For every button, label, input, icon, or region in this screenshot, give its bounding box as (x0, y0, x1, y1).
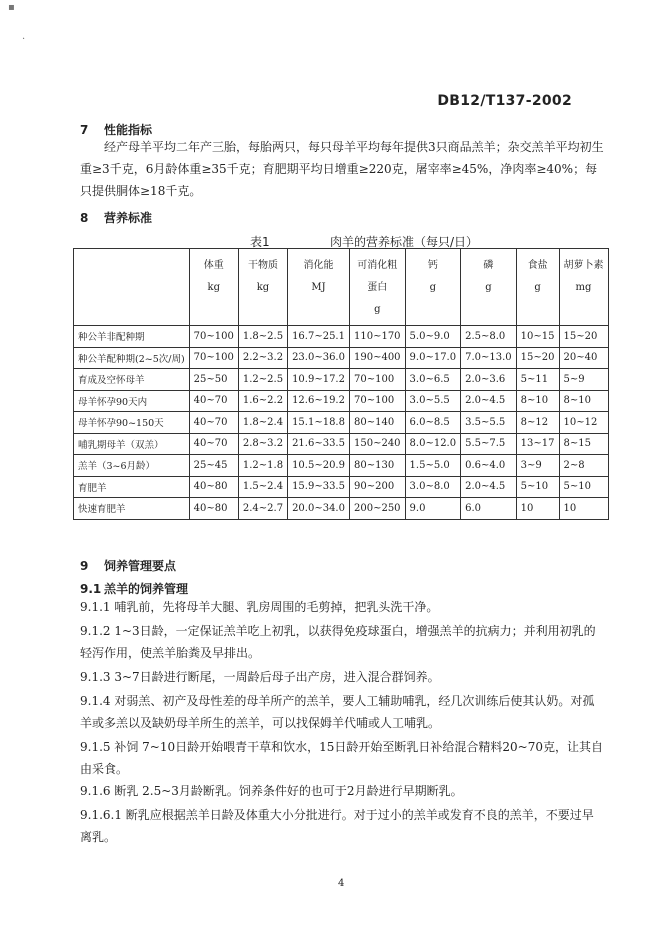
table-cell: 6.0 (461, 498, 517, 520)
table-cell: 3~9 (516, 455, 559, 477)
header-category (74, 249, 190, 326)
row-label: 母羊怀孕90天内 (74, 390, 190, 412)
table-cell: 150~240 (349, 433, 405, 455)
table-cell: 110~170 (349, 326, 405, 348)
table-cell: 2.8~3.2 (238, 433, 287, 455)
table-cell: 6.0~8.5 (405, 412, 461, 434)
header-cell: 体重 kg (189, 249, 238, 326)
header-cell: 食盐 g (516, 249, 559, 326)
table-cell: 15.9~33.5 (288, 476, 350, 498)
table-row (74, 433, 609, 455)
table-cell: 70~100 (189, 326, 238, 348)
clause-9-1-3: 9.1.3 3~7日龄进行断尾，一周龄后母子出产房，进入混合群饲养。 (80, 670, 440, 684)
header-cell: 消化能 MJ (288, 249, 350, 326)
table-cell: 190~400 (349, 347, 405, 369)
table-cell: 3.0~6.5 (405, 369, 461, 391)
scan-speck: · (22, 34, 26, 45)
table-cell: 3.0~5.5 (405, 390, 461, 412)
table-cell: 2.4~2.7 (238, 498, 287, 520)
clause-9-1-6-1: 9.1.6.1 断乳应根据羔羊日龄及体重大小分批进行。对于过小的羔羊或发育不良的羔羊，不要过早离乳。 (80, 808, 594, 844)
table-cell: 10.5~20.9 (288, 455, 350, 477)
table-row (74, 476, 609, 498)
row-label: 育成及空怀母羊 (74, 369, 190, 391)
section-7-body: 经产母羊平均二年产三胎，每胎两只，每只母羊平均每年提供3只商品羔羊；杂交羔羊平均初生重≥3千克，6月龄体重≥35千克；育肥期平均日增重≥220克，屠宰率≥45%，净肉率≥40%；每只提供胴体≥18千克。 (80, 140, 604, 198)
section-8-heading (80, 209, 152, 226)
table-title: 肉羊的营养标准（每只/日） (330, 235, 479, 249)
table-cell: 5~10 (559, 476, 608, 498)
table-cell: 10.9~17.2 (288, 369, 350, 391)
table-cell: 2~8 (559, 455, 608, 477)
table-cell: 5~11 (516, 369, 559, 391)
section-number: 9.1 (80, 582, 102, 596)
table-cell: 40~80 (189, 498, 238, 520)
header-cell: 胡萝卜素 mg (559, 249, 608, 326)
clause-9-1-5: 9.1.5 补饲 7~10日龄开始喂青干草和饮水，15日龄开始至断乳日补给混合精料20~70克，让其自由采食。 (80, 740, 603, 776)
section-title: 性能指标 (104, 123, 153, 137)
section-number: 8 (80, 211, 89, 225)
table-cell: 10~15 (516, 326, 559, 348)
table-cell: 8.0~12.0 (405, 433, 461, 455)
table-cell: 8~10 (516, 390, 559, 412)
header-cell: 钙 g (405, 249, 461, 326)
clause-9-1-1: 9.1.1 哺乳前，先将母羊大腿、乳房周围的毛剪掉，把乳头洗干净。 (80, 600, 439, 614)
table-cell: 23.0~36.0 (288, 347, 350, 369)
table-cell: 90~200 (349, 476, 405, 498)
table-cell: 15~20 (516, 347, 559, 369)
table-cell: 1.2~2.5 (238, 369, 287, 391)
table-cell: 15.1~18.8 (288, 412, 350, 434)
table-cell: 80~140 (349, 412, 405, 434)
table-cell: 10 (516, 498, 559, 520)
table-cell: 25~45 (189, 455, 238, 477)
section-title: 羔羊的饲养管理 (104, 582, 189, 596)
table-cell: 5~9 (559, 369, 608, 391)
table-cell: 5~10 (516, 476, 559, 498)
table-cell: 2.5~8.0 (461, 326, 517, 348)
nutrition-table (73, 248, 609, 520)
table-row (74, 412, 609, 434)
table-cell: 80~130 (349, 455, 405, 477)
table-cell: 13~17 (516, 433, 559, 455)
table-cell: 5.0~9.0 (405, 326, 461, 348)
table-cell: 40~80 (189, 476, 238, 498)
table-cell: 70~100 (349, 390, 405, 412)
table-cell: 5.5~7.5 (461, 433, 517, 455)
section-title: 营养标准 (104, 211, 153, 225)
table-cell: 2.0~4.5 (461, 476, 517, 498)
section-number: 9 (80, 559, 89, 573)
table-cell: 16.7~25.1 (288, 326, 350, 348)
section-9-heading (80, 557, 176, 574)
row-label: 哺乳期母羊（双羔） (74, 433, 190, 455)
table-header-row (74, 249, 609, 326)
table-cell: 40~70 (189, 433, 238, 455)
clause-9-1-6: 9.1.6 断乳 2.5~3月龄断乳。饲养条件好的也可于2月龄进行早期断乳。 (80, 784, 463, 798)
row-label: 种公羊配种期(2~5次/周) (74, 347, 190, 369)
subsection-9-1-heading (80, 580, 188, 597)
table-cell: 7.0~13.0 (461, 347, 517, 369)
table-row (74, 390, 609, 412)
header-cell: 干物质 kg (238, 249, 287, 326)
standard-code: DB12/T137-2002 (437, 93, 572, 109)
table-cell: 1.6~2.2 (238, 390, 287, 412)
scan-speck: ▪ (8, 2, 15, 13)
table-cell: 2.2~3.2 (238, 347, 287, 369)
table-cell: 2.0~4.5 (461, 390, 517, 412)
section-number: 7 (80, 123, 89, 137)
page-number: 4 (338, 878, 345, 889)
table-cell: 9.0~17.0 (405, 347, 461, 369)
clause-9-1-2: 9.1.2 1~3日龄，一定保证羔羊吃上初乳，以获得免疫球蛋白，增强羔羊的抗病力；并利用初乳的轻泻作用，使羔羊胎粪及早排出。 (80, 624, 596, 660)
table-label: 表1 (250, 235, 270, 249)
table-cell: 20.0~34.0 (288, 498, 350, 520)
table-cell: 1.5~2.4 (238, 476, 287, 498)
table-cell: 3.0~8.0 (405, 476, 461, 498)
row-label: 种公羊非配种期 (74, 326, 190, 348)
section-title: 饲养管理要点 (104, 559, 177, 573)
table-cell: 8~10 (559, 390, 608, 412)
table-cell: 0.6~4.0 (461, 455, 517, 477)
table-row (74, 347, 609, 369)
table-cell: 12.6~19.2 (288, 390, 350, 412)
table-cell: 40~70 (189, 412, 238, 434)
table-cell: 1.8~2.5 (238, 326, 287, 348)
table-row (74, 369, 609, 391)
table-cell: 3.5~5.5 (461, 412, 517, 434)
table-cell: 70~100 (189, 347, 238, 369)
table-cell: 10 (559, 498, 608, 520)
table-cell: 20~40 (559, 347, 608, 369)
table-cell: 21.6~33.5 (288, 433, 350, 455)
row-label: 育肥羊 (74, 476, 190, 498)
table-cell: 40~70 (189, 390, 238, 412)
table-cell: 1.8~2.4 (238, 412, 287, 434)
table-cell: 1.2~1.8 (238, 455, 287, 477)
table-cell: 10~12 (559, 412, 608, 434)
row-label: 快速育肥羊 (74, 498, 190, 520)
row-label: 羔羊（3~6月龄） (74, 455, 190, 477)
row-label: 母羊怀孕90~150天 (74, 412, 190, 434)
table-row (74, 455, 609, 477)
table-cell: 8~12 (516, 412, 559, 434)
header-cell: 可消化粗蛋白 g (349, 249, 405, 326)
table-cell: 15~20 (559, 326, 608, 348)
table-cell: 70~100 (349, 369, 405, 391)
table-cell: 25~50 (189, 369, 238, 391)
clause-9-1-4: 9.1.4 对弱羔、初产及母性差的母羊所产的羔羊，要人工辅助哺乳，经几次训练后使其认奶。对孤羊或多羔以及缺奶母羊所生的羔羊，可以找保姆羊代哺或人工哺乳。 (80, 694, 595, 730)
table-cell: 8~15 (559, 433, 608, 455)
table-row (74, 326, 609, 348)
header-cell: 磷 g (461, 249, 517, 326)
table-cell: 2.0~3.6 (461, 369, 517, 391)
table-row (74, 498, 609, 520)
table-cell: 200~250 (349, 498, 405, 520)
table-cell: 9.0 (405, 498, 461, 520)
table-cell: 1.5~5.0 (405, 455, 461, 477)
